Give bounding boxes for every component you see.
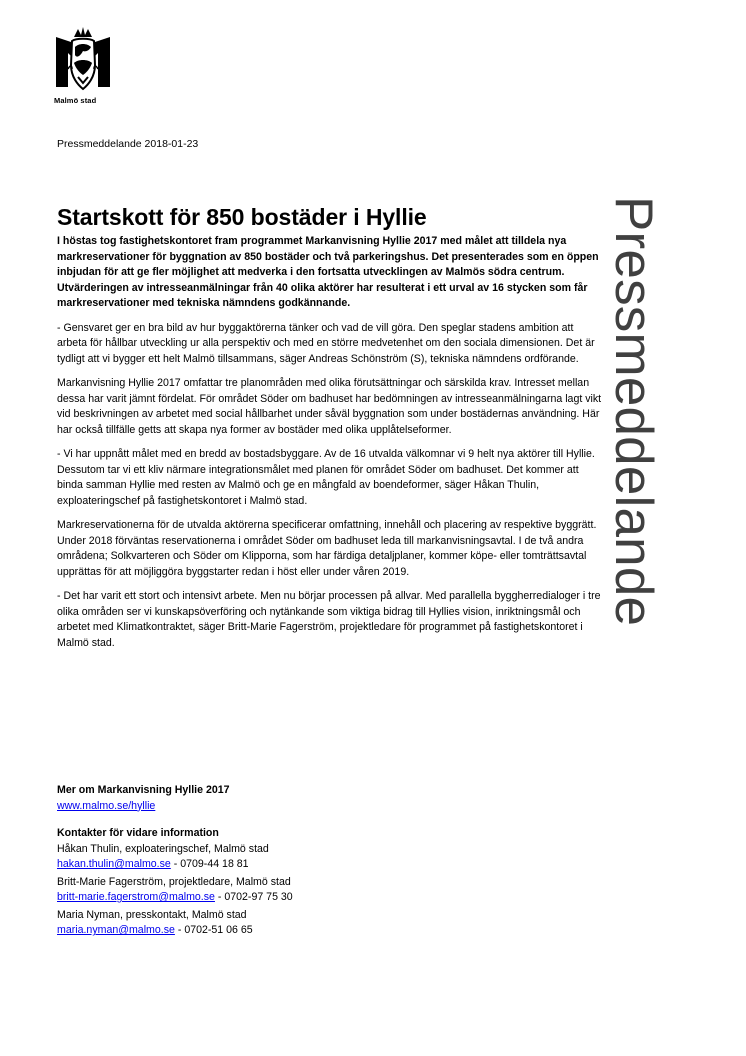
contact-name: Britt-Marie Fagerström, projektledare, Malmö stad [57,875,291,888]
contact-item [57,875,557,906]
contact-phone: - 0702-51 06 65 [174,924,253,936]
press-release-date: Pressmeddelande 2018-01-23 [57,138,199,150]
article-title: Startskott för 850 bostäder i Hyllie [57,204,427,230]
footer-info [57,783,557,939]
article-lead: I höstas tog fastighetskontoret fram programmet Markanvisning Hyllie 2017 med målet att tilldela nya markreservationer för byggnation av 850 bostäder och två parkeringshus. Det presenterades som en öppen inbjudan för att ge fler möjlighet att medverka i den fortsatta utvecklingen av Malmös södra centrum. Utvärderingen av intresseanmälningar från 40 olika aktörer har resulterat i ett urval av 16 stycken som får markreservationer med tekniska nämndens godkännande. [57,235,599,309]
contact-phone: - 0709-44 18 81 [170,858,249,870]
contact-name: Håkan Thulin, exploateringschef, Malmö stad [57,842,269,855]
contact-item [57,908,557,939]
article [57,202,605,660]
article-paragraph: Markreservationerna för de utvalda aktörerna specificerar omfattning, innehåll och placering av respektive byggrätt. Under 2018 förväntas reservationerna i området Söder om badhuset leda till markanvisningsavtal. I de två andra områdena; Solkvarteren och Söder om Klipporna, som har färdiga detaljplaner, kommer köpe- eller tomträttsavtal upprättas för att möjliggöra byggstarter redan i höst eller under våren 2019. [57,519,597,578]
article-paragraph: - Vi har uppnått målet med en bredd av bostadsbyggare. Av de 16 utvalda välkomnar vi 9 helt nya aktörer till Hyllie. Dessutom tar vi ett kliv närmare integrationsmålet med planen för området Söder om badhuset. Det kommer att binda samman Hyllie med resten av Malmö och ge en mångfald av boendeformer, säger Håkan Thulin, exploateringschef på fastighetskontoret i Malmö stad. [57,448,595,507]
article-paragraph: - Det har varit ett stort och intensivt arbete. Men nu börjar processen på allvar. Med parallella byggherredialoger i tre olika områden ser vi kunskapsöverföring och nytänkande som viktiga bidrag till Hyllies vision, inriktningsmål och arbetet med Klimatkontraktet, säger Britt-Marie Fagerström, projektledare för programmet på fastighetskontoret i Malmö stad. [57,590,601,649]
side-label: Pressmeddelande [604,196,663,627]
more-info-heading: Mer om Markanvisning Hyllie 2017 [57,784,230,796]
logo-text: Malmö stad [54,96,97,105]
coat-of-arms-icon [54,25,112,95]
contact-email-link[interactable]: maria.nyman@malmo.se [57,924,175,936]
article-paragraph: Markanvisning Hyllie 2017 omfattar tre planområden med olika förutsättningar och särskilda krav. Intresset mellan dessa har varit jämnt fördelat. För området Söder om badhuset har bedömningen av intresseanmälningarna lagt vikt vid beskrivningen av arbetet med social hållbarhet under såväl byggnation som under bostädernas användning. Här har också tillfälle getts att skapa nya former av bostäder med olika upplåtelseformer. [57,377,602,436]
malmo-stad-logo [54,25,116,105]
contact-item [57,842,557,873]
contact-phone: - 0702-97 75 30 [214,891,293,903]
more-info-link[interactable]: www.malmo.se/hyllie [57,799,156,812]
contact-email-link[interactable]: britt-marie.fagerstrom@malmo.se [57,891,215,903]
contacts-heading: Kontakter för vidare information [57,827,219,839]
article-paragraph: - Gensvaret ger en bra bild av hur byggaktörerna tänker och vad de vill göra. Den speglar stadens ambition att arbeta för hållbar utveckling ur alla perspektiv och med en större medvetenhet om den sociala dimensionen. Det är tydligt att vi bygger ett helt Malmö tillsammans, säger Andreas Schönström (S), tekniska nämndens ordförande. [57,321,595,365]
contact-email-link[interactable]: hakan.thulin@malmo.se [57,858,171,870]
contact-name: Maria Nyman, presskontakt, Malmö stad [57,908,247,921]
